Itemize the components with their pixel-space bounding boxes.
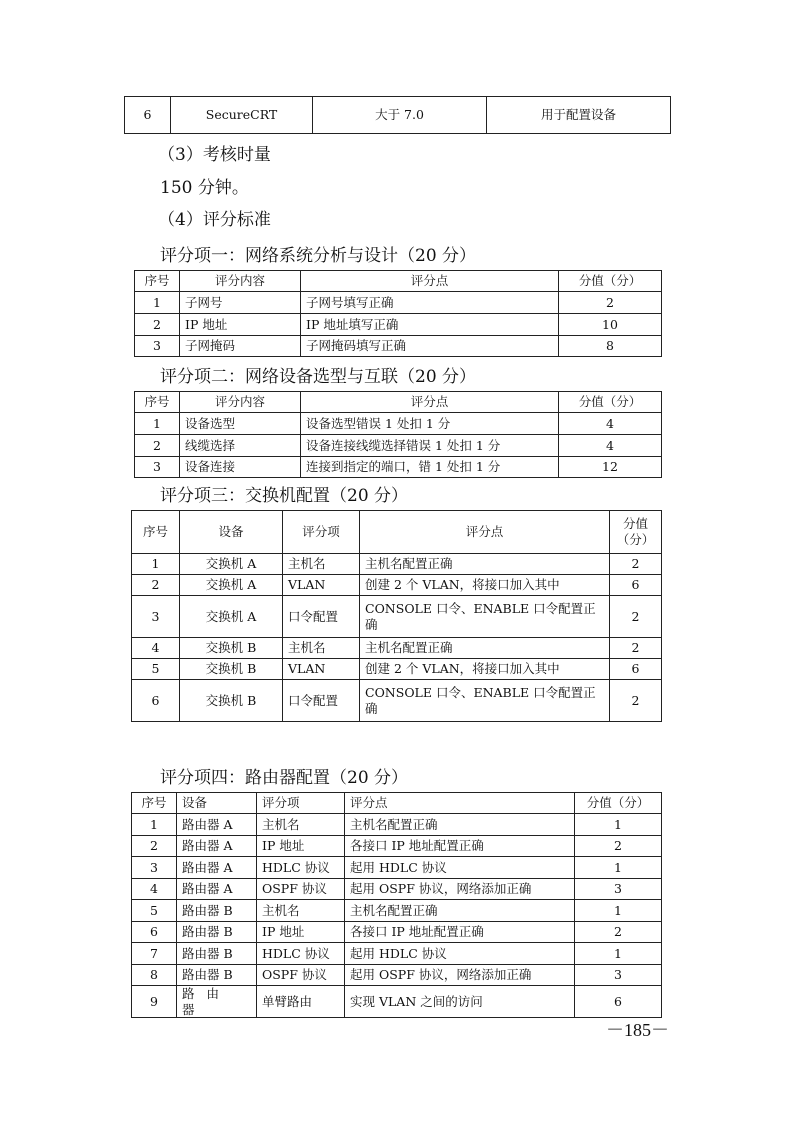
column-header: 评分内容 bbox=[180, 271, 301, 292]
cell-score: 2 bbox=[610, 638, 662, 659]
cell-no: 1 bbox=[135, 413, 180, 435]
cell-point: 各接口 IP 地址配置正确 bbox=[345, 836, 575, 857]
table-header-row bbox=[132, 793, 662, 814]
cell-no: 3 bbox=[132, 857, 177, 879]
column-header: 分值（分） bbox=[559, 392, 662, 413]
cell-score: 3 bbox=[575, 879, 662, 900]
cell-item: OSPF 协议 bbox=[257, 879, 345, 900]
table-row bbox=[132, 814, 662, 836]
table-row bbox=[132, 554, 662, 575]
cell-no: 6 bbox=[132, 922, 177, 943]
cell-point: 设备连接线缆选择错误 1 处扣 1 分 bbox=[301, 435, 559, 457]
table-header-row bbox=[135, 271, 662, 292]
score-header-line1: 分值 bbox=[622, 516, 648, 532]
table-row bbox=[135, 413, 662, 435]
cell-score: 1 bbox=[575, 943, 662, 965]
cell-item: 主机名 bbox=[283, 638, 360, 659]
table-row bbox=[132, 836, 662, 857]
cell-no: 1 bbox=[135, 292, 180, 314]
cell-no: 5 bbox=[132, 900, 177, 922]
cell-point: 起用 HDLC 协议 bbox=[345, 857, 575, 879]
cell-device: 路由器 A bbox=[177, 879, 257, 900]
section3-heading: （3）考核时量 bbox=[158, 145, 271, 165]
column-header: 序号 bbox=[135, 392, 180, 413]
table-row bbox=[135, 435, 662, 457]
cell-device: 路由器 B bbox=[177, 965, 257, 986]
cell-score: 4 bbox=[559, 413, 662, 435]
column-header: 序号 bbox=[132, 511, 180, 554]
cell-point: 子网号填写正确 bbox=[301, 292, 559, 314]
cell-device: 交换机 B bbox=[180, 680, 283, 722]
cell-device: 路由器 A bbox=[177, 857, 257, 879]
cell-point: 连接到指定的端口，错 1 处扣 1 分 bbox=[301, 457, 559, 478]
column-header: 评分内容 bbox=[180, 392, 301, 413]
cell-score: 1 bbox=[575, 814, 662, 836]
cell-point: 起用 OSPF 协议，网络添加正确 bbox=[345, 965, 575, 986]
column-header: 序号 bbox=[135, 271, 180, 292]
cell-item: 主机名 bbox=[257, 900, 345, 922]
cell-score: 6 bbox=[610, 575, 662, 596]
cell-item: HDLC 协议 bbox=[257, 857, 345, 879]
cell-score: 2 bbox=[610, 596, 662, 638]
cell-score: 2 bbox=[610, 554, 662, 575]
column-header bbox=[610, 511, 662, 554]
cell-score: 2 bbox=[575, 922, 662, 943]
table-row bbox=[132, 857, 662, 879]
section4-heading: （4）评分标准 bbox=[158, 210, 271, 230]
cell-item: 主机名 bbox=[257, 814, 345, 836]
cell-no: 4 bbox=[132, 638, 180, 659]
table-row bbox=[125, 97, 671, 134]
table-row bbox=[135, 314, 662, 336]
page-number: －185－ bbox=[606, 1020, 669, 1040]
cell-point: 创建 2 个 VLAN，将接口加入其中 bbox=[360, 659, 610, 680]
cell-no: 5 bbox=[132, 659, 180, 680]
cell-no: 8 bbox=[132, 965, 177, 986]
column-header: 分值（分） bbox=[559, 271, 662, 292]
section3-text: 150 分钟。 bbox=[160, 178, 249, 198]
column-header: 分值（分） bbox=[575, 793, 662, 814]
table-row bbox=[132, 986, 662, 1018]
cell-item: 口令配置 bbox=[283, 680, 360, 722]
item3-title: 评分项三：交换机配置（20 分） bbox=[160, 486, 409, 506]
cell-item: 主机名 bbox=[283, 554, 360, 575]
cell-item: 口令配置 bbox=[283, 596, 360, 638]
cell-no: 3 bbox=[135, 457, 180, 478]
cell-no: 9 bbox=[132, 986, 177, 1018]
cell-score: 2 bbox=[575, 836, 662, 857]
cell-item: OSPF 协议 bbox=[257, 965, 345, 986]
cell-point: 实现 VLAN 之间的访问 bbox=[345, 986, 575, 1018]
cell-score: 10 bbox=[559, 314, 662, 336]
cell-point: 子网掩码填写正确 bbox=[301, 336, 559, 357]
cell-no: 2 bbox=[132, 575, 180, 596]
cell-score: 3 bbox=[575, 965, 662, 986]
table-row bbox=[135, 336, 662, 357]
column-header: 评分点 bbox=[360, 511, 610, 554]
table-row bbox=[132, 659, 662, 680]
cell-content: IP 地址 bbox=[180, 314, 301, 336]
item1-table bbox=[134, 270, 662, 357]
column-header: 设备 bbox=[180, 511, 283, 554]
table-row bbox=[135, 292, 662, 314]
cell-no: 1 bbox=[132, 814, 177, 836]
cell-device: 交换机 B bbox=[180, 638, 283, 659]
cell-device: 交换机 A bbox=[180, 575, 283, 596]
column-header: 评分点 bbox=[301, 392, 559, 413]
cell-content: 设备连接 bbox=[180, 457, 301, 478]
cell-score: 4 bbox=[559, 435, 662, 457]
cell-point: CONSOLE 口令、ENABLE 口令配置正确 bbox=[360, 596, 610, 638]
cell-no: 3 bbox=[135, 336, 180, 357]
column-header: 序号 bbox=[132, 793, 177, 814]
table-row bbox=[132, 879, 662, 900]
table-row bbox=[132, 943, 662, 965]
cell-device: 路由器 A bbox=[177, 836, 257, 857]
cell-point: 主机名配置正确 bbox=[360, 554, 610, 575]
cell-item: HDLC 协议 bbox=[257, 943, 345, 965]
software-name: SecureCRT bbox=[171, 97, 313, 134]
cell-device: 路由器 B bbox=[177, 900, 257, 922]
table-header-row bbox=[132, 511, 662, 554]
cell-no: 2 bbox=[135, 314, 180, 336]
cell-no: 2 bbox=[135, 435, 180, 457]
cell-point: 主机名配置正确 bbox=[345, 814, 575, 836]
cell-score: 8 bbox=[559, 336, 662, 357]
column-header: 评分项 bbox=[257, 793, 345, 814]
cell-point: 起用 OSPF 协议，网络添加正确 bbox=[345, 879, 575, 900]
cell-item: IP 地址 bbox=[257, 836, 345, 857]
cell-no: 4 bbox=[132, 879, 177, 900]
cell-point: 起用 HDLC 协议 bbox=[345, 943, 575, 965]
table-row bbox=[135, 457, 662, 478]
column-header: 评分点 bbox=[301, 271, 559, 292]
cell-content: 子网掩码 bbox=[180, 336, 301, 357]
cell-score: 1 bbox=[575, 900, 662, 922]
table-header-row bbox=[135, 392, 662, 413]
software-purpose: 用于配置设备 bbox=[487, 97, 671, 134]
cell-point: IP 地址填写正确 bbox=[301, 314, 559, 336]
item4-title: 评分项四：路由器配置（20 分） bbox=[160, 768, 409, 788]
cell-device: 路由器 B bbox=[177, 922, 257, 943]
cell-device: 交换机 A bbox=[180, 554, 283, 575]
cell-point: 主机名配置正确 bbox=[345, 900, 575, 922]
table-row bbox=[132, 965, 662, 986]
cell-item: 单臂路由 bbox=[257, 986, 345, 1018]
item4-table bbox=[131, 792, 662, 1018]
cell-content: 设备选型 bbox=[180, 413, 301, 435]
cell-no: 3 bbox=[132, 596, 180, 638]
table-row bbox=[132, 575, 662, 596]
software-no: 6 bbox=[125, 97, 171, 134]
item1-title: 评分项一：网络系统分析与设计（20 分） bbox=[160, 246, 477, 266]
cell-content: 子网号 bbox=[180, 292, 301, 314]
software-table bbox=[124, 96, 671, 134]
table-row bbox=[132, 922, 662, 943]
column-header: 设备 bbox=[177, 793, 257, 814]
column-header: 评分项 bbox=[283, 511, 360, 554]
cell-no: 6 bbox=[132, 680, 180, 722]
cell-point: 设备选型错误 1 处扣 1 分 bbox=[301, 413, 559, 435]
cell-score: 6 bbox=[610, 659, 662, 680]
item2-title: 评分项二：网络设备选型与互联（20 分） bbox=[160, 367, 477, 387]
item2-table bbox=[134, 391, 662, 478]
cell-point: 主机名配置正确 bbox=[360, 638, 610, 659]
cell-content: 线缆选择 bbox=[180, 435, 301, 457]
table-row bbox=[132, 680, 662, 722]
cell-device: 交换机 A bbox=[180, 596, 283, 638]
cell-no: 7 bbox=[132, 943, 177, 965]
table-row bbox=[132, 900, 662, 922]
cell-score: 2 bbox=[559, 292, 662, 314]
item3-table bbox=[131, 510, 662, 722]
cell-device: 路由器 B bbox=[177, 943, 257, 965]
table-row bbox=[132, 596, 662, 638]
cell-score: 2 bbox=[610, 680, 662, 722]
cell-item: IP 地址 bbox=[257, 922, 345, 943]
cell-score: 1 bbox=[575, 857, 662, 879]
cell-no: 2 bbox=[132, 836, 177, 857]
cell-device: 交换机 B bbox=[180, 659, 283, 680]
score-header-line2: （分） bbox=[616, 532, 655, 547]
cell-item: VLAN bbox=[283, 575, 360, 596]
cell-device: 路由器 A bbox=[177, 814, 257, 836]
cell-point: CONSOLE 口令、ENABLE 口令配置正确 bbox=[360, 680, 610, 722]
cell-item: VLAN bbox=[283, 659, 360, 680]
table-row bbox=[132, 638, 662, 659]
cell-score: 6 bbox=[575, 986, 662, 1018]
cell-point: 各接口 IP 地址配置正确 bbox=[345, 922, 575, 943]
cell-point: 创建 2 个 VLAN，将接口加入其中 bbox=[360, 575, 610, 596]
cell-no: 1 bbox=[132, 554, 180, 575]
column-header: 评分点 bbox=[345, 793, 575, 814]
cell-device: 路由器 bbox=[177, 986, 257, 1018]
software-version: 大于 7.0 bbox=[313, 97, 487, 134]
cell-score: 12 bbox=[559, 457, 662, 478]
